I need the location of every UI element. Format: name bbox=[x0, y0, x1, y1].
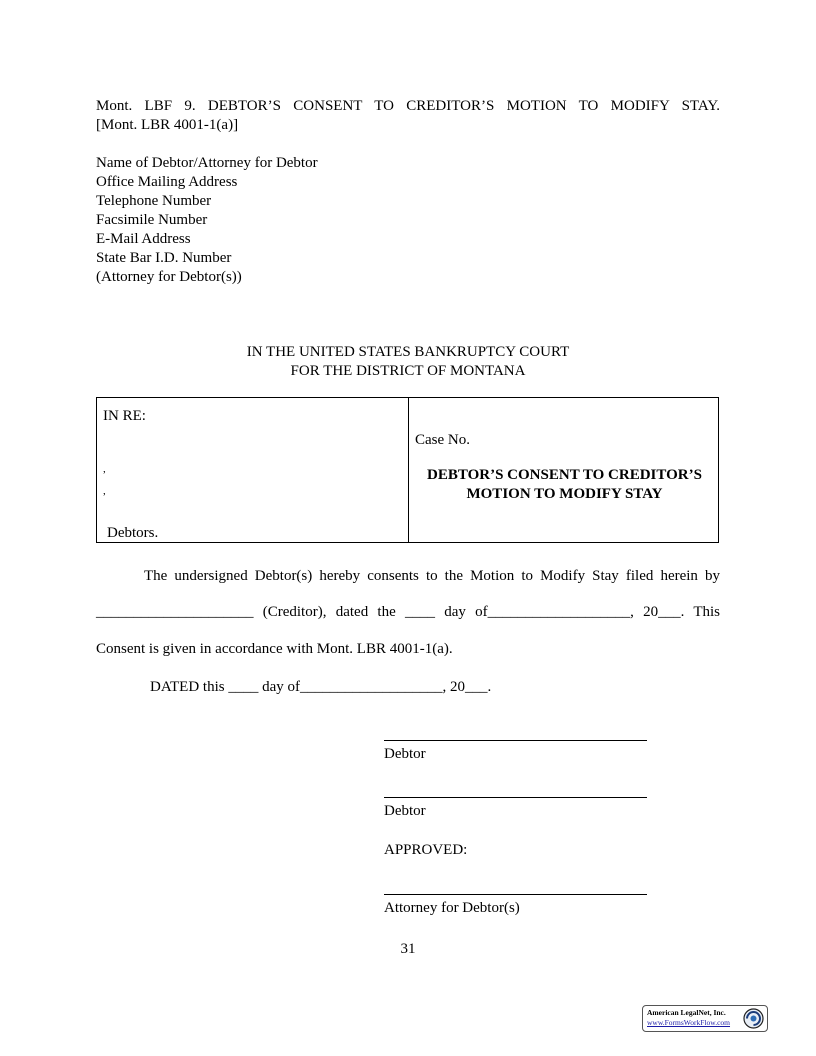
debtor-info-block bbox=[96, 154, 318, 287]
attorney-signature-line bbox=[384, 894, 647, 895]
document-title-line-2: MOTION TO MODIFY STAY bbox=[466, 486, 663, 502]
consent-text-line-2: _____________________ (Creditor), dated the ____ day of___________________, 20___. This bbox=[96, 604, 720, 620]
attorney-signature-label: Attorney for Debtor(s) bbox=[384, 900, 520, 916]
court-heading-line-2: FOR THE DISTRICT OF MONTANA bbox=[290, 363, 526, 379]
document-title bbox=[409, 466, 720, 504]
debtor-signature-label-2: Debtor bbox=[384, 803, 426, 819]
debtor-signature-line-1 bbox=[384, 740, 647, 741]
debtor-info-facsimile: Facsimile Number bbox=[96, 212, 208, 228]
form-title-line-1: Mont. LBF 9. DEBTOR’S CONSENT TO CREDITOR’S MOTION TO MODIFY STAY. bbox=[96, 98, 720, 114]
debtor-info-telephone: Telephone Number bbox=[96, 193, 212, 209]
debtor-info-state-bar: State Bar I.D. Number bbox=[96, 250, 232, 266]
debtor-info-address: Office Mailing Address bbox=[96, 174, 238, 190]
debtor-info-email: E-Mail Address bbox=[96, 231, 191, 247]
form-title bbox=[96, 97, 720, 135]
debtor-name-comma-2: , bbox=[103, 485, 106, 497]
dated-line: DATED this ____ day of___________________, 20___. bbox=[150, 679, 492, 695]
court-heading-line-1: IN THE UNITED STATES BANKRUPTCY COURT bbox=[246, 344, 570, 360]
footer-logo-company: American LegalNet, Inc. bbox=[647, 1008, 726, 1017]
debtor-info-name: Name of Debtor/Attorney for Debtor bbox=[96, 155, 318, 171]
footer-logo[interactable] bbox=[642, 1005, 768, 1032]
in-re-label: IN RE: bbox=[103, 408, 146, 424]
approved-label: APPROVED: bbox=[384, 842, 468, 858]
form-title-line-2: [Mont. LBR 4001-1(a)] bbox=[96, 117, 239, 133]
page-number: 31 bbox=[400, 941, 416, 957]
consent-text-line-1: The undersigned Debtor(s) hereby consents to the Motion to Modify Stay filed herein by bbox=[144, 568, 720, 584]
case-number-label: Case No. bbox=[415, 432, 470, 448]
document-title-line-1: DEBTOR’S CONSENT TO CREDITOR’S bbox=[427, 467, 702, 483]
debtor-info-attorney: (Attorney for Debtor(s)) bbox=[96, 269, 242, 285]
globe-icon bbox=[743, 1008, 764, 1029]
consent-text-line-3: Consent is given in accordance with Mont. LBR 4001-1(a). bbox=[96, 641, 453, 657]
case-caption-box bbox=[96, 397, 719, 543]
debtor-signature-line-2 bbox=[384, 797, 647, 798]
debtor-name-comma-1: , bbox=[103, 463, 106, 475]
debtor-signature-label-1: Debtor bbox=[384, 746, 426, 762]
debtors-label: Debtors. bbox=[107, 525, 159, 541]
court-heading bbox=[96, 343, 720, 381]
footer-logo-url-link[interactable]: www.FormsWorkFlow.com bbox=[647, 1018, 731, 1027]
